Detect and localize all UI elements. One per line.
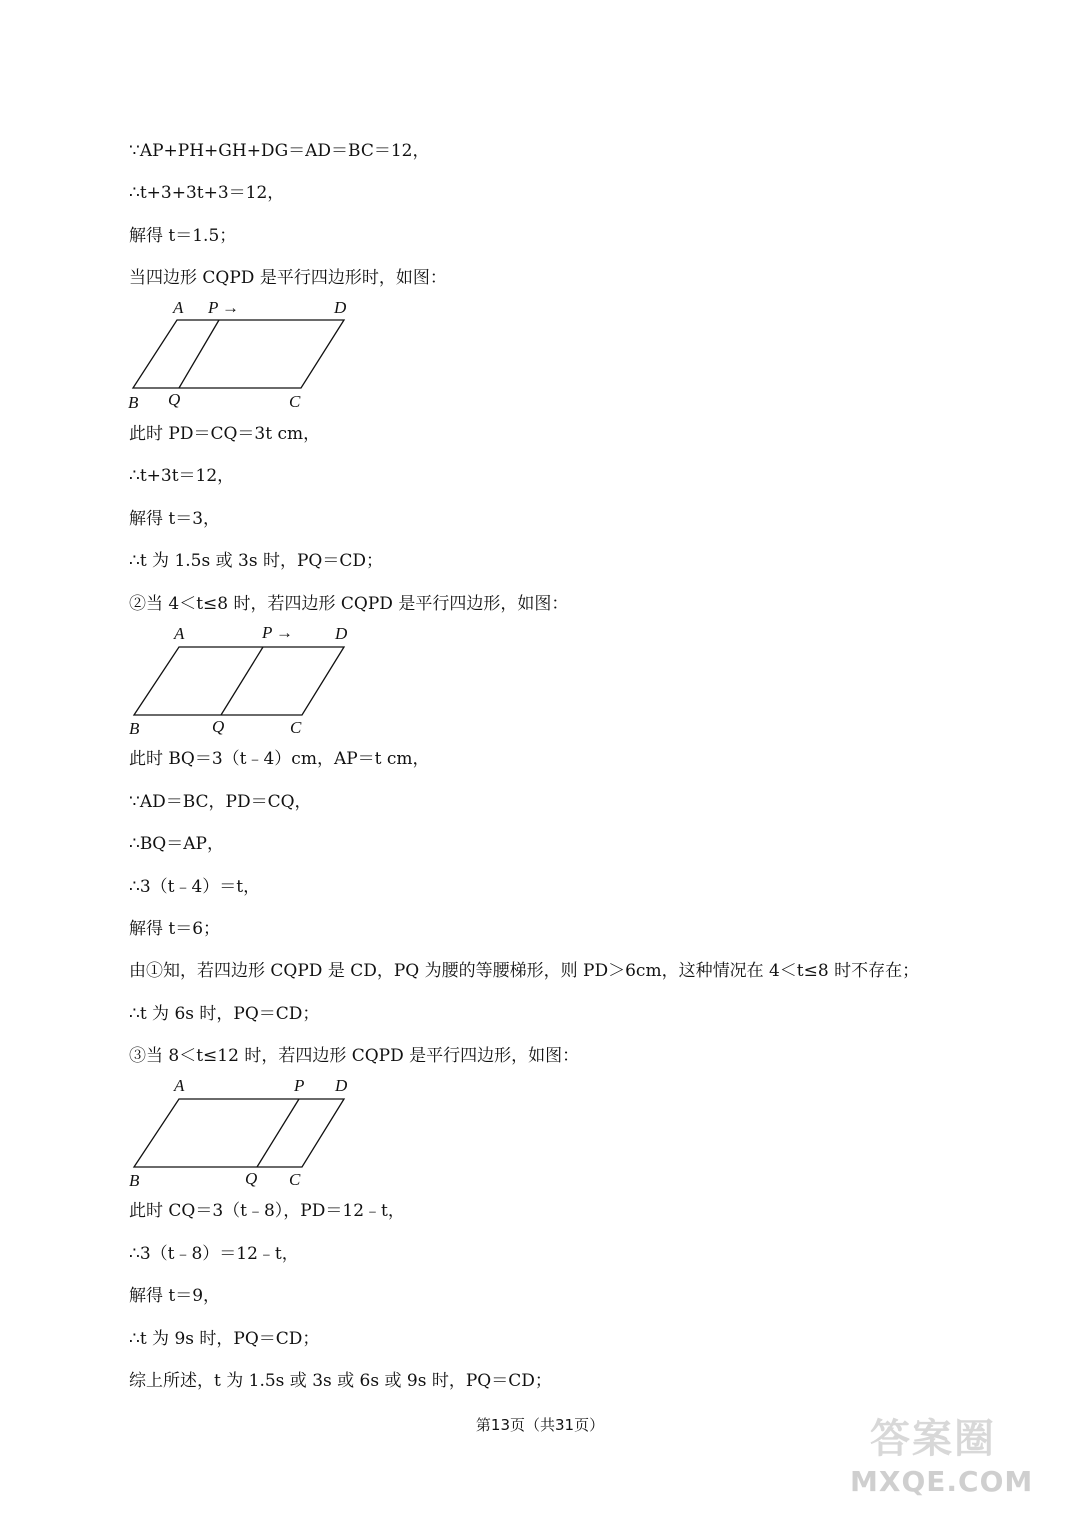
text-line: 此时 BQ＝3（t﹣4）cm，AP＝t cm，: [129, 749, 430, 769]
page-number-footer: 第13页（共31页）: [475, 1416, 605, 1434]
text-line: ∴t+3t＝12，: [129, 466, 235, 486]
parallelogram-figure-1: [124, 296, 364, 420]
label-p: P: [262, 623, 273, 642]
label-q: Q: [245, 1169, 258, 1188]
label-d: D: [335, 624, 348, 643]
text-line: 由①知，若四边形 CQPD 是 CD，PQ 为腰的等腰梯形，则 PD＞6cm，这种情况在 4＜t≤8 时不存在；: [129, 961, 920, 981]
label-b: B: [129, 1171, 140, 1190]
text-line: ∴3（t﹣8）＝12﹣t，: [129, 1244, 299, 1264]
label-q: Q: [212, 717, 225, 736]
watermark-url: MXQE.COM: [850, 1465, 1034, 1498]
text-line: 解得 t＝3，: [129, 509, 221, 529]
label-b: B: [128, 393, 139, 412]
text-line: ∴t 为 6s 时，PQ＝CD；: [129, 1004, 320, 1024]
label-b: B: [129, 719, 140, 738]
label-d: D: [335, 1076, 348, 1095]
label-a: A: [174, 1076, 185, 1095]
label-p: P: [294, 1076, 305, 1095]
text-line: 此时 PD＝CQ＝3t cm，: [129, 424, 321, 444]
watermark-title: 答案圈: [870, 1416, 996, 1462]
text-line: ∴3（t﹣4）＝t，: [129, 877, 261, 897]
label-a: A: [173, 298, 184, 317]
label-q: Q: [168, 390, 181, 409]
arrow-right-icon: →: [276, 623, 293, 642]
text-line: 解得 t＝6；: [129, 919, 221, 939]
text-line: ∴BQ＝AP，: [129, 834, 224, 854]
text-line: 当四边形 CQPD 是平行四边形时，如图：: [129, 268, 447, 288]
text-line: ③当 8＜t≤12 时，若四边形 CQPD 是平行四边形，如图：: [129, 1046, 580, 1066]
watermark-logo: [850, 1407, 1040, 1507]
text-line: 解得 t＝9，: [129, 1286, 221, 1306]
label-c: C: [289, 1170, 301, 1189]
text-line: ∵AP+PH+GH+DG＝AD＝BC＝12，: [129, 141, 430, 161]
arrow-right-icon: →: [222, 298, 239, 317]
label-c: C: [290, 718, 302, 737]
label-d: D: [334, 298, 347, 317]
text-line: 此时 CQ＝3（t﹣8），PD＝12﹣t，: [129, 1201, 405, 1221]
text-line: 综上所述，t 为 1.5s 或 3s 或 6s 或 9s 时，PQ＝CD；: [129, 1371, 552, 1391]
text-line: 解得 t＝1.5；: [129, 226, 237, 246]
label-a: A: [174, 624, 185, 643]
text-line: ∴t 为 9s 时，PQ＝CD；: [129, 1329, 320, 1349]
label-p: P: [208, 298, 219, 317]
text-line: ∵AD＝BC，PD＝CQ，: [129, 792, 312, 812]
parallelogram-figure-3: [124, 1074, 364, 1198]
parallelogram-figure-2: [124, 622, 364, 746]
text-line: ②当 4＜t≤8 时，若四边形 CQPD 是平行四边形，如图：: [129, 594, 569, 614]
text-line: ∴t+3+3t+3＝12，: [129, 183, 285, 203]
text-line: ∴t 为 1.5s 或 3s 时，PQ＝CD；: [129, 551, 383, 571]
label-c: C: [289, 392, 301, 411]
